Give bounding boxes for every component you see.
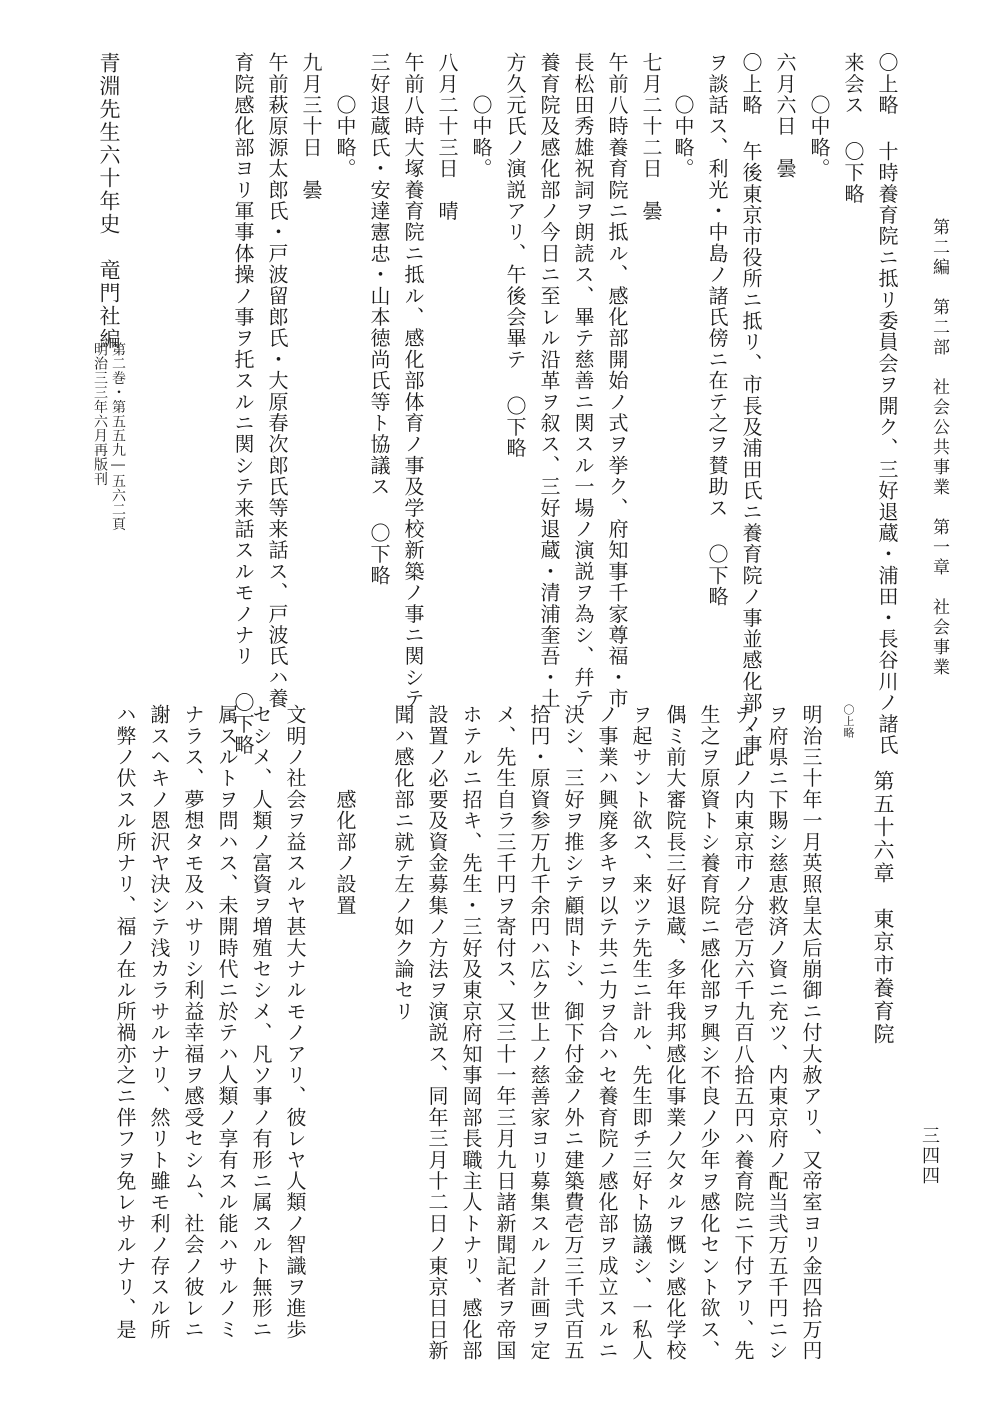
top-line-8: 七月二十二日 曇 [639,52,663,222]
bottom-line-18: ナラス、夢想タモ及ハサリシ利益幸福ヲ感受セシム、社会ノ彼レニ [181,704,205,1340]
top-line-3: 〇中略。 [807,52,831,180]
top-line-11: 養育院及感化部ノ今日ニ至レル沿革ヲ叙ス、三好退蔵・清浦奎吾・土 [537,52,561,710]
omission-mark: 〇上略 [842,704,855,739]
top-line-12: 方久元氏ノ演説アリ、午後会畢テ 〇下略 [503,52,527,459]
chapter-title: 第五十六章 東京市養育院 [871,770,895,1046]
top-line-5: 〇上略 午後東京市役所ニ抵リ、市長及浦田氏ニ養育院ノ事並感化部ノ事 [739,52,763,756]
top-line-17: 〇中略。 [333,52,357,180]
bottom-line-20: ハ弊ノ伏スル所ナリ、福ノ在ル所禍亦之ニ伴フヲ免レサルナリ、是 [113,704,137,1340]
bottom-line-2: ヲ府県ニ下賜シ慈恵救済ノ資ニ充ツ、内東京府ノ配当弐万五千円ニシ [765,704,789,1362]
top-line-18: 九月三十日 曇 [299,52,323,201]
bottom-line-16: セシメ、人類ノ富資ヲ増殖セシメ、凡ソ事ノ有形ニ属スルト無形ニ [249,704,273,1340]
bottom-line-7: ノ事業ハ興廃多キヲ以テ共ニ力ヲ合ハセ養育院ノ感化部ヲ成立スルニ [595,704,619,1362]
top-line-13: 〇中略。 [469,52,493,180]
bottom-line-17: 属スルトヲ問ハス、未開時代ニ於テハ人類ノ享有スル能ハサルノミ [215,704,239,1340]
source-note-edition: 明治三三年六月再版刊 [92,342,108,486]
bottom-line-9: 拾円・原資参万九千余円ハ広ク世上ノ慈善家ヨリ募集スルノ計画ヲ定 [527,704,551,1362]
bottom-line-15: 文明ノ社会ヲ益スルヤ甚大ナルモノアリ、彼レヤ人類ノ智識ヲ進歩 [283,704,307,1340]
bottom-line-4: 生之ヲ原資トシ養育院ニ感化部ヲ興シ不良ノ少年ヲ感化セント欲ス、 [697,704,721,1362]
top-line-9: 午前八時養育院ニ抵ル、感化部開始ノ式ヲ挙ク、府知事千家尊福・市 [605,52,629,710]
bottom-line-3: テ、此ノ内東京市ノ分壱万六千九百八拾五円ハ養育院ニ下付アリ、先 [731,704,755,1362]
source-title: 青淵先生六十年史 竜門社編 [97,52,121,351]
top-line-2: 来会ス 〇下略 [841,52,865,205]
top-line-1: 〇上略 十時養育院ニ抵リ委員会ヲ開ク、三好退蔵・浦田・長谷川ノ諸氏 [875,52,899,756]
top-line-14: 八月二十三日 晴 [435,52,459,222]
bottom-line-8: 決シ、三好ヲ推シテ顧問トシ、御下付金ノ外ニ建築費壱万三千弐百五 [561,704,585,1362]
bottom-line-6: ヲ起サント欲ス、来ツテ先生ニ計ル、先生即チ三好ト協議シ、一私人 [629,704,653,1362]
bottom-line-13: 聞ハ感化部ニ就テ左ノ如ク論セリ [391,704,415,1022]
bottom-line-5: 偶ミ前大審院長三好退蔵、多年我邦感化事業ノ欠タルヲ慨シ感化学校 [663,704,687,1362]
top-line-19: 午前萩原源太郎氏・戸波留郎氏・大原春次郎氏等来話ス、戸波氏ハ養 [265,52,289,710]
top-line-16: 三好退蔵氏・安達憲忠・山本徳尚氏等ト協議ス 〇下略 [367,52,391,586]
running-header: 第二編 第二部 社会公共事業 第一章 社会事業 [929,218,949,678]
top-line-10: 長松田秀雄祝詞ヲ朗読ス、畢テ慈善ニ関スル一場ノ演説ヲ為シ、幷テ [571,52,595,710]
top-line-7: 〇中略。 [671,52,695,180]
bottom-line-19: 謝スヘキノ恩沢ヤ決シテ浅カラサルナリ、然リト雖モ利ノ存スル所 [147,704,171,1340]
page-number: 三四四 [919,1126,940,1186]
top-line-20: 育院感化部ヨリ軍事体操ノ事ヲ托スルニ関シテ来話スルモノナリ 〇下略 [231,52,255,756]
bottom-line-1: 明治三十年一月英照皇太后崩御ニ付大赦アリ、又帝室ヨリ金四拾万円 [799,704,823,1362]
top-line-15: 午前八時大塚養育院ニ抵ル、感化部体育ノ事及学校新築ノ事ニ関シテ [401,52,425,710]
bottom-line-12: 設置ノ必要及資金募集ノ方法ヲ演説ス、同年三月十二日ノ東京日日新 [425,704,449,1362]
top-line-6: ヲ談話ス、利光・中島ノ諸氏傍ニ在テ之ヲ賛助ス 〇下略 [705,52,729,608]
bottom-line-10: メ、先生自ラ三千円ヲ寄付ス、又三十一年三月九日諸新聞記者ヲ帝国 [493,704,517,1362]
source-note-volume: 第二巻・第五五九―五六二頁 [110,342,126,532]
top-line-4: 六月六日 曇 [773,52,797,180]
bottom-line-11: ホテルニ招キ、先生・三好及東京府知事岡部長職主人トナリ、感化部 [459,704,483,1362]
section-heading: 感化部ノ設置 [333,704,357,916]
